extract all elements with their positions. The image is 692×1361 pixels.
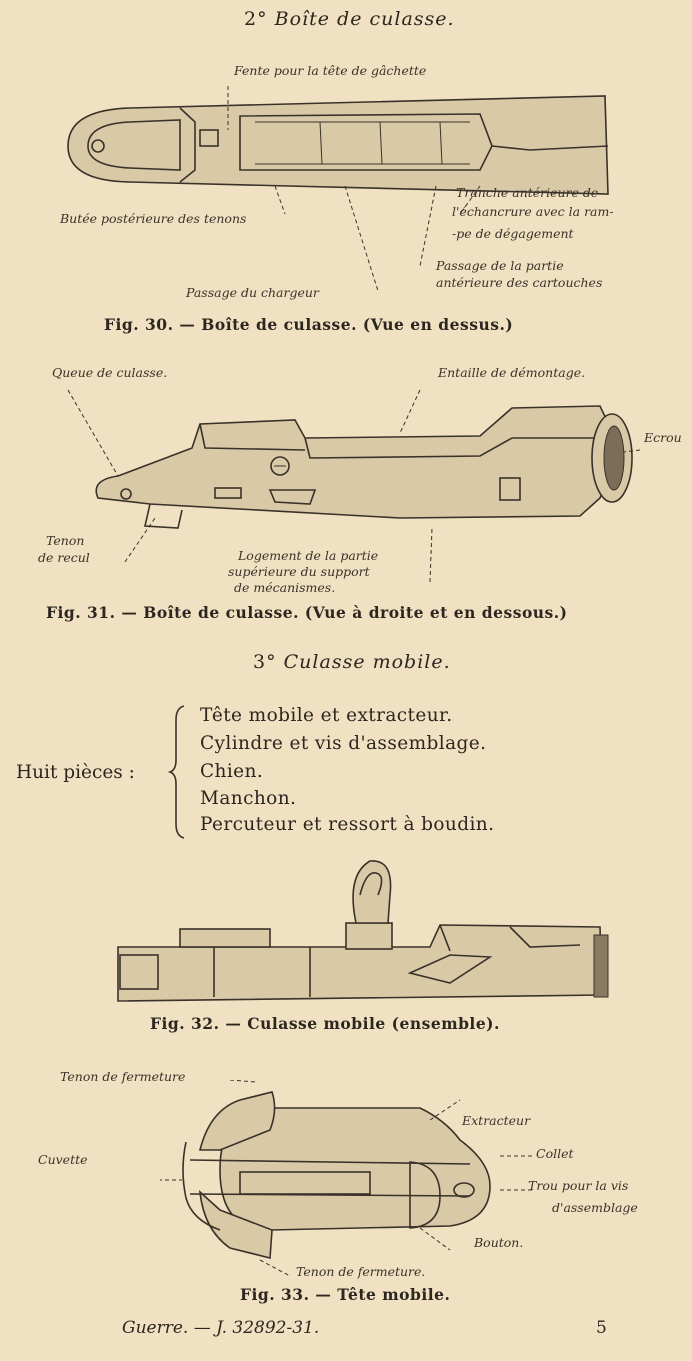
- fig33-caption: Fig. 33. — Tête mobile.: [240, 1285, 451, 1304]
- fig31-label-entaille: Entaille de démontage.: [438, 365, 586, 380]
- fig32-caption: Fig. 32. — Culasse mobile (ensemble).: [150, 1014, 500, 1033]
- section-2-title: Boîte de culasse.: [274, 8, 455, 30]
- list-item: Cylindre et vis d'assemblage.: [200, 733, 487, 754]
- list-item: Chien.: [200, 761, 264, 782]
- fig31-caption: Fig. 31. — Boîte de culasse. (Vue à droite et en dessous.): [46, 603, 568, 622]
- fig30-caption: Fig. 30. — Boîte de culasse. (Vue en dessus.): [104, 315, 514, 334]
- section-3-heading: [253, 651, 451, 673]
- fig32-drawing: [110, 855, 620, 1005]
- fig33-label-tenon-bas: Tenon de fermeture.: [296, 1264, 426, 1279]
- fig31-label-logement-2: supérieure du support: [228, 564, 370, 579]
- section-2-number: 2°: [244, 8, 268, 30]
- fig31-label-logement-3: de mécanismes.: [234, 580, 336, 595]
- section-3-number: 3°: [253, 651, 277, 673]
- fig30-label-tranche-3: -pe de dégagement: [452, 226, 574, 241]
- fig33-label-trou-2: d'assemblage: [552, 1200, 638, 1215]
- fig31-label-queue: Queue de culasse.: [52, 365, 168, 380]
- fig33-label-bouton: Bouton.: [474, 1235, 524, 1250]
- fig33-label-collet: Collet: [536, 1146, 574, 1161]
- list-item: Manchon.: [200, 788, 297, 809]
- fig33-label-cuvette: Cuvette: [38, 1152, 88, 1167]
- fig30-label-passage-partie-2: antérieure des cartouches: [436, 275, 603, 290]
- fig33-label-trou-1: Trou pour la vis: [528, 1178, 629, 1193]
- huit-pieces-lead: Huit pièces :: [16, 762, 135, 783]
- fig31-label-logement-1: Logement de la partie: [238, 548, 379, 563]
- fig30-label-butee: Butée postérieure des tenons: [60, 211, 247, 226]
- curly-brace-icon: [168, 702, 188, 842]
- section-3-title: Culasse mobile.: [283, 651, 451, 673]
- section-2-heading: [244, 8, 455, 30]
- fig30-label-fente: Fente pour la tête de gâchette: [234, 63, 427, 78]
- fig30-label-tranche-1: Tranche antérieure de: [456, 185, 599, 200]
- fig31-label-ecrou: Ecrou: [644, 430, 682, 445]
- list-item: Percuteur et ressort à boudin.: [200, 814, 495, 835]
- list-item: Tête mobile et extracteur.: [200, 705, 453, 726]
- fig33-label-extracteur: Extracteur: [462, 1113, 531, 1128]
- footer-print-reference: Guerre. — J. 32892-31.: [122, 1318, 320, 1338]
- fig31-label-tenon-2: de recul: [38, 550, 90, 565]
- fig31-label-tenon-1: Tenon: [46, 533, 85, 548]
- fig33-drawing: [160, 1080, 540, 1280]
- fig30-label-passage-chargeur: Passage du chargeur: [186, 285, 319, 300]
- page-number: 5: [596, 1318, 607, 1338]
- fig30-label-tranche-2: l'échancrure avec la ram-: [452, 204, 614, 219]
- fig33-label-tenon-haut: Tenon de fermeture: [60, 1069, 186, 1084]
- fig30-label-passage-partie-1: Passage de la partie: [436, 258, 564, 273]
